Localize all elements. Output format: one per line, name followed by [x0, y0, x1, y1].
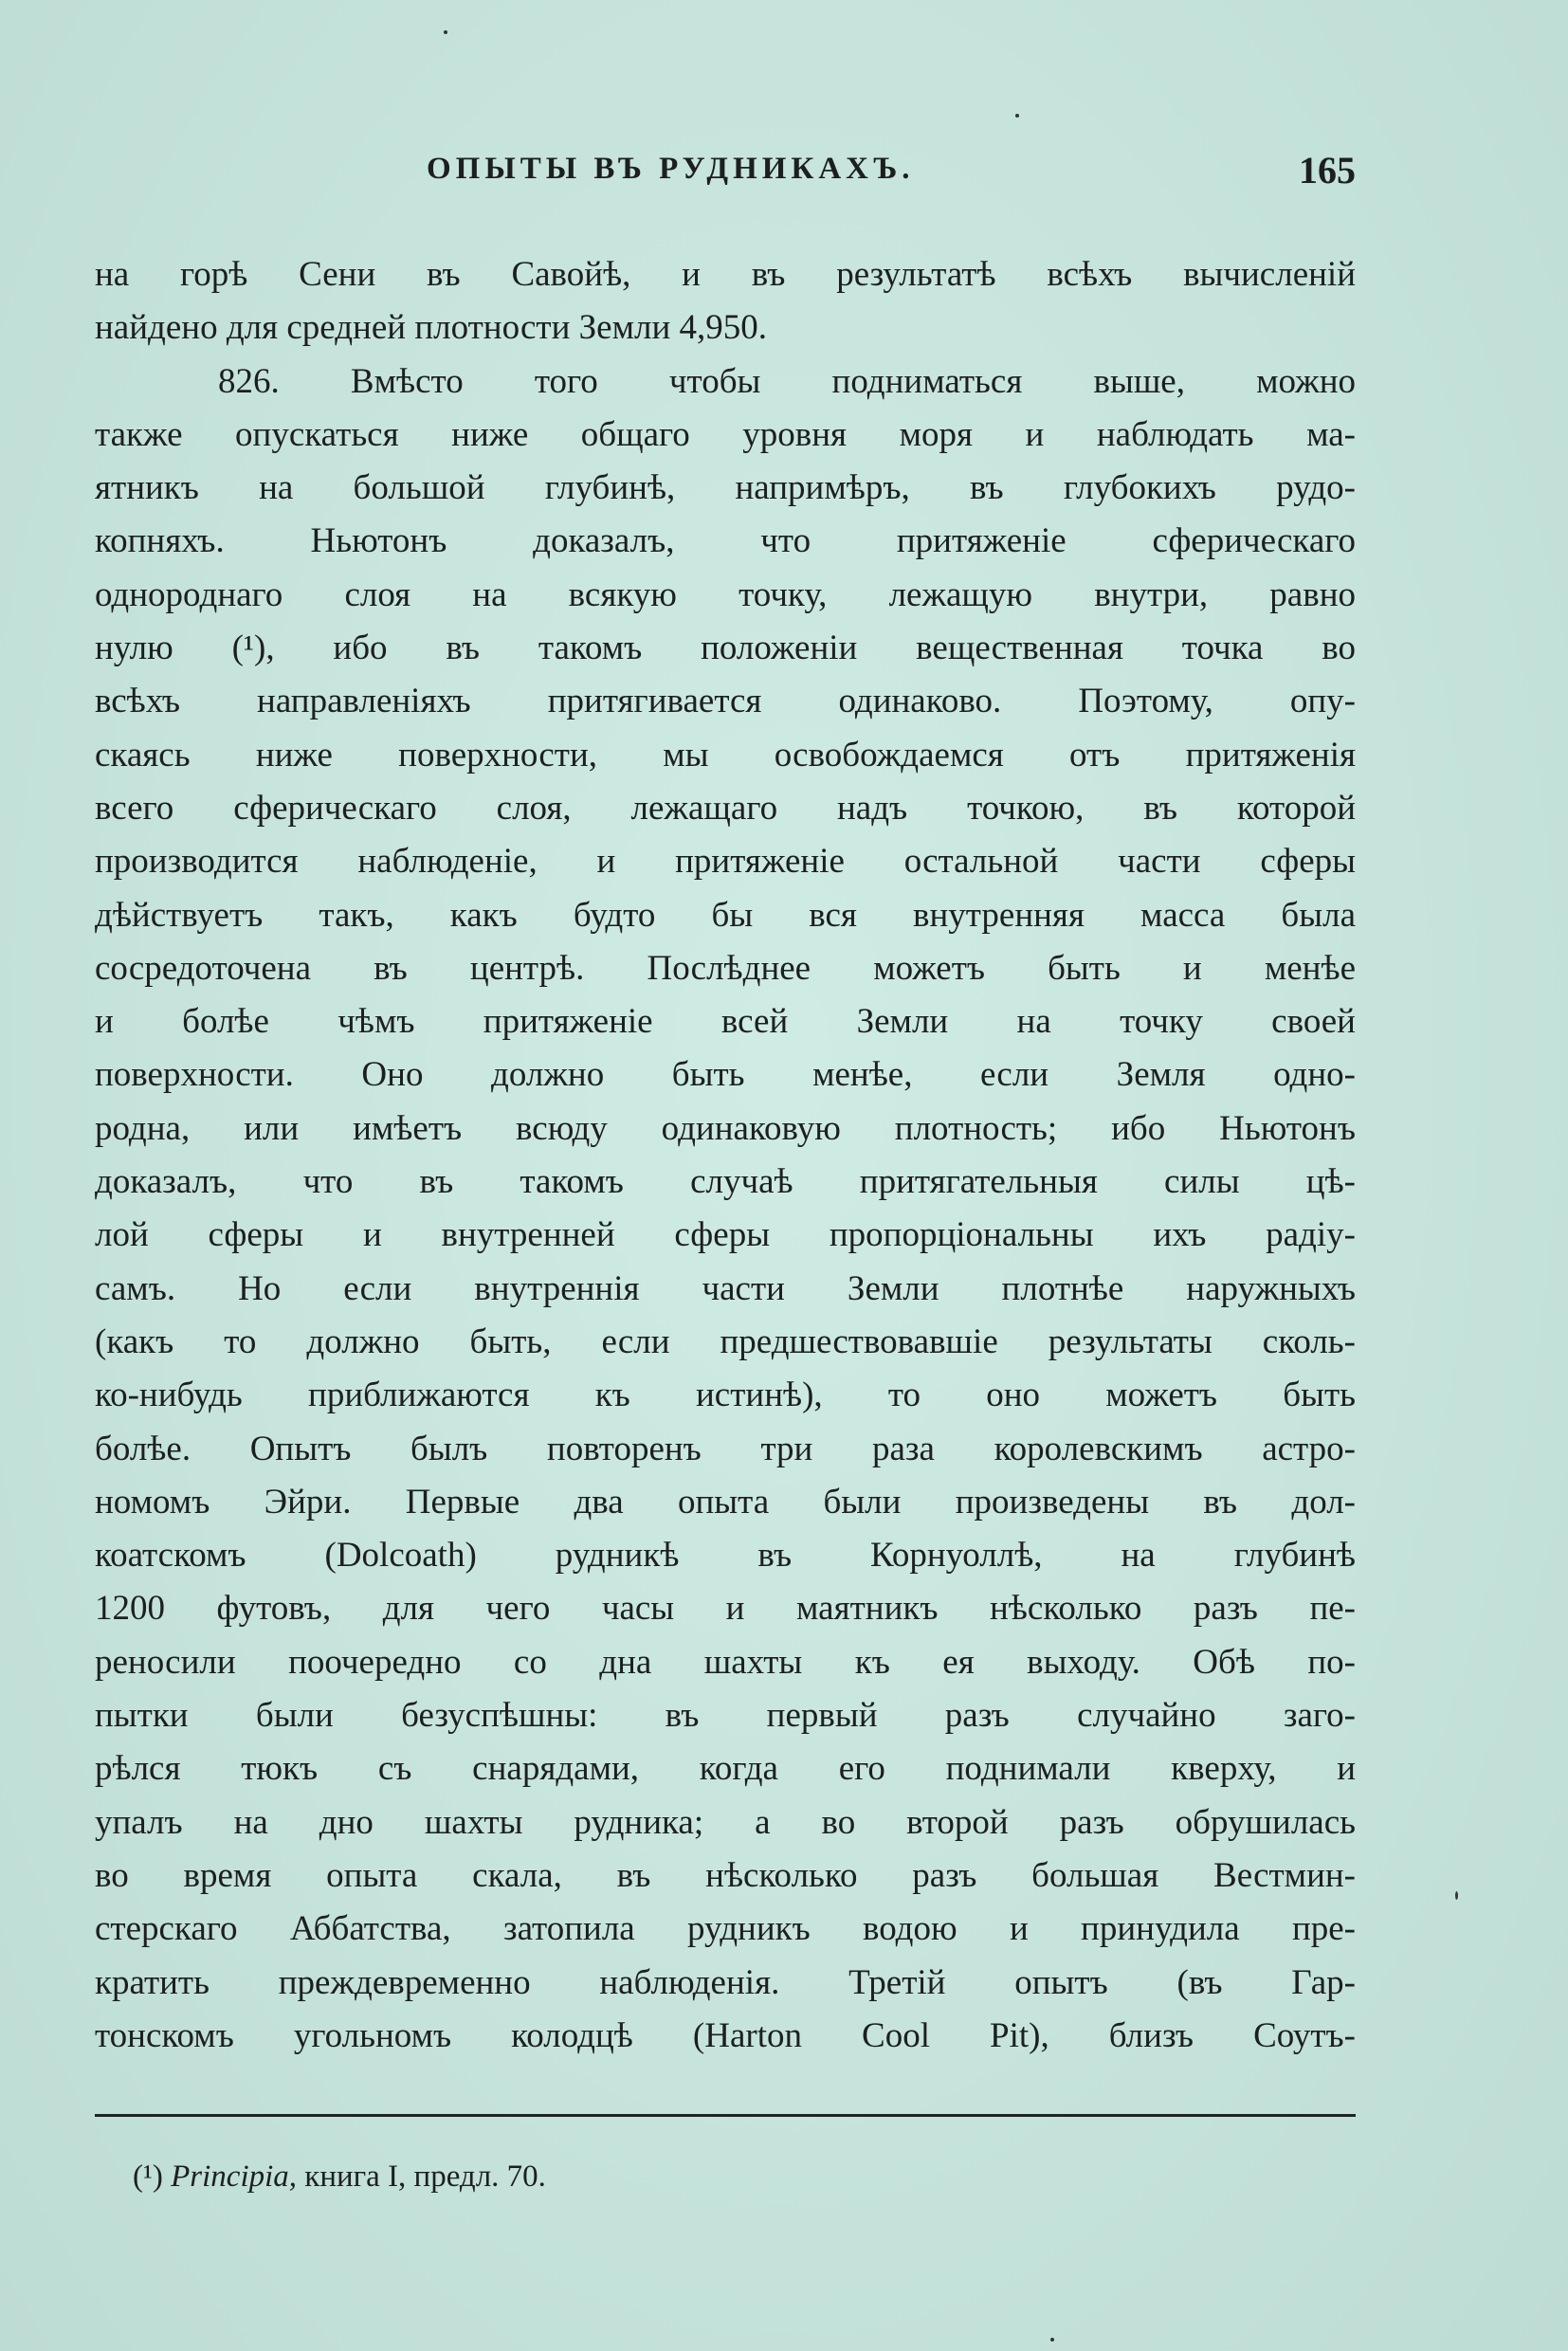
text-line: найдено для средней плотности Земли 4,950. [95, 308, 768, 348]
footnote-marker: (¹) [133, 2160, 163, 2194]
text-line: болѣе. Опытъ былъ повторенъ три раза королевскимъ астро- [95, 1429, 1356, 1468]
body-text [95, 248, 1356, 2078]
text-line: производится наблюденіе, и притяженіе остальной части сферы [95, 842, 1356, 882]
page-number: 165 [1299, 149, 1356, 191]
text-line: тонскомъ угольномъ колодцѣ (Harton Cool Pit), близъ Соутъ- [95, 2015, 1356, 2055]
text-line: стерскаго Аббатства, затопила рудникъ водою и принудила пре- [95, 1909, 1356, 1949]
text-line: кратить преждевременно наблюденія. Третій опытъ (въ Гар- [95, 1962, 1356, 2002]
paper-speck [444, 30, 447, 34]
text-line: 1200 футовъ, для чего часы и маятникъ нѣсколько разъ пе- [95, 1589, 1356, 1629]
footnote-text: книга I, предл. 70. [304, 2160, 546, 2194]
text-line: ко-нибудь приближаются къ истинѣ), то оно можетъ быть [95, 1376, 1356, 1415]
text-line: во время опыта скала, въ нѣсколько разъ большая Вестмин- [95, 1855, 1356, 1895]
text-line: сосредоточена въ центрѣ. Послѣднее можетъ быть и менѣе [95, 948, 1356, 988]
text-line: номомъ Эйри. Первые два опыта были произведены въ дол- [95, 1482, 1356, 1522]
paper-speck [1050, 2338, 1054, 2342]
text-line: пытки были безуспѣшны: въ первый разъ случайно заго- [95, 1696, 1356, 1736]
text-line: скаясь ниже поверхности, мы освобождаемся отъ притяженія [95, 735, 1356, 775]
text-line: доказалъ, что въ такомъ случаѣ притягательныя силы цѣ- [95, 1162, 1356, 1202]
text-line: родна, или имѣетъ всюду одинаковую плотность; ибо Ньютонъ [95, 1108, 1356, 1148]
text-line: однороднаго слоя на всякую точку, лежащую внутри, равно [95, 574, 1356, 614]
footnote-rule [95, 2114, 1356, 2117]
text-line: всего сферическаго слоя, лежащаго надъ точкою, въ которой [95, 788, 1356, 828]
text-line: самъ. Но если внутреннія части Земли плотнѣе наружныхъ [95, 1268, 1356, 1308]
text-line: и болѣе чѣмъ притяженіе всей Земли на точку своей [95, 1002, 1356, 1042]
paper-speck [1015, 114, 1019, 118]
text-line: лой сферы и внутренней сферы пропорціональны ихъ радіу- [95, 1215, 1356, 1255]
text-line: дѣйствуетъ такъ, какъ будто бы вся внутренняя масса была [95, 895, 1356, 935]
text-line: рѣлся тюкъ съ снарядами, когда его поднимали кверху, и [95, 1749, 1356, 1789]
text-line: упалъ на дно шахты рудника; а во второй разъ обрушилась [95, 1802, 1356, 1842]
text-line: поверхности. Оно должно быть менѣе, если Земля одно- [95, 1055, 1356, 1095]
text-line: 826. Вмѣсто того чтобы подниматься выше, можно [218, 361, 1356, 401]
text-line: на горѣ Сени въ Савойѣ, и въ результатѣ всѣхъ вычисленій [95, 255, 1356, 294]
page-header [95, 149, 1356, 199]
footnote-title: Principia, [171, 2160, 298, 2194]
text-line: всѣхъ направленіяхъ притягивается одинаково. Поэтому, опу- [95, 682, 1356, 721]
text-line: реносили поочередно со дна шахты къ ея выходу. Обѣ по- [95, 1642, 1356, 1682]
text-line: (какъ то должно быть, если предшествовавшіе результаты сколь- [95, 1321, 1356, 1361]
footnote [133, 2160, 546, 2195]
text-line: коатскомъ (Dolcoath) рудникѣ въ Корнуоллѣ, на глубинѣ [95, 1536, 1356, 1576]
paper-speck [1455, 1891, 1458, 1900]
text-line: ятникъ на большой глубинѣ, напримѣръ, въ глубокихъ рудо- [95, 468, 1356, 508]
text-line: копняхъ. Ньютонъ доказалъ, что притяженіе сферическаго [95, 521, 1356, 561]
running-head: ОПЫТЫ ВЪ РУДНИКАХЪ. [427, 152, 915, 186]
text-line: также опускаться ниже общаго уровня моря и наблюдать ма- [95, 414, 1356, 454]
text-line: нулю (¹), ибо въ такомъ положеніи вещественная точка во [95, 629, 1356, 668]
